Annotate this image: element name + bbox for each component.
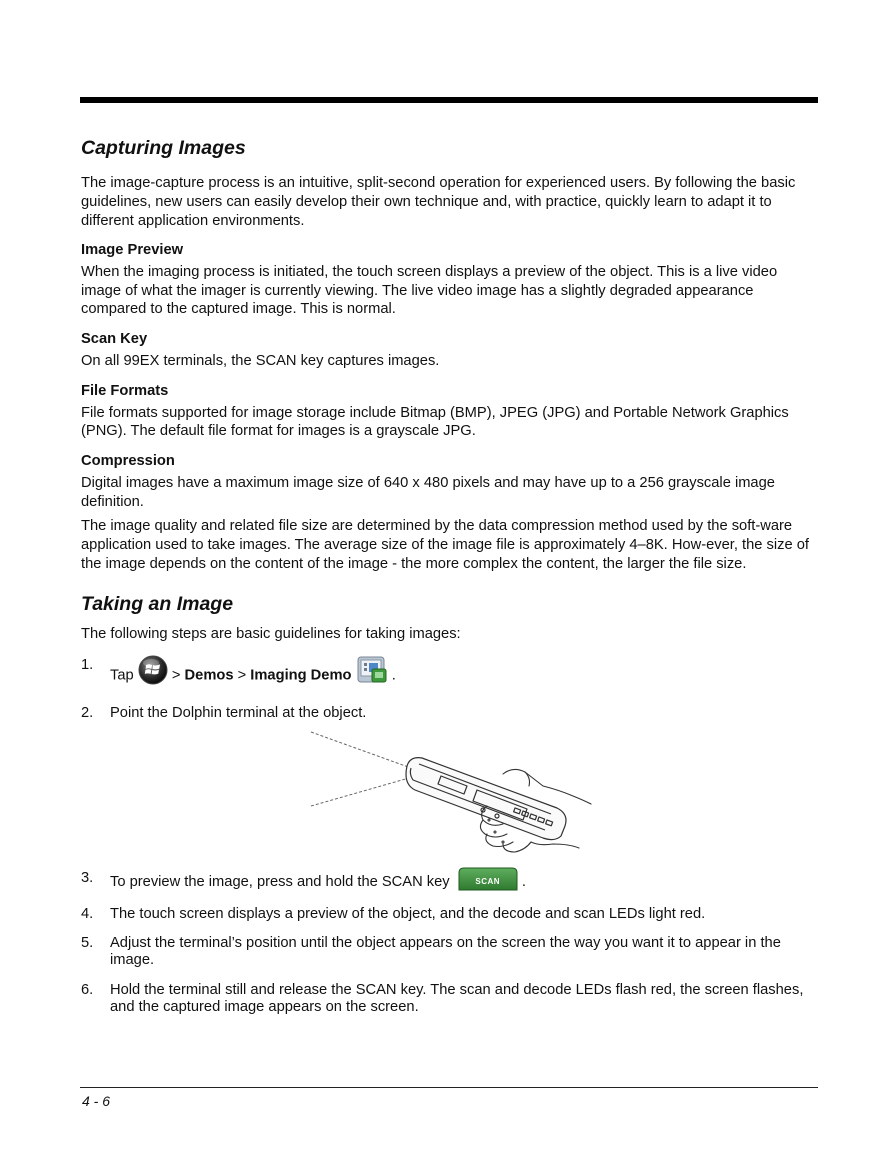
steps-list-continued bbox=[81, 870, 817, 1016]
page-content bbox=[81, 137, 817, 1016]
step-2 bbox=[81, 705, 817, 722]
step-1-separator-2: > bbox=[237, 667, 247, 684]
step-5-text: Adjust the terminal’s position until the object appears on the screen the way you want it to appear in the image. bbox=[110, 935, 781, 969]
step-number: 5. bbox=[81, 935, 94, 952]
scan-key-icon bbox=[458, 867, 518, 891]
heading-scan-key: Scan Key bbox=[81, 331, 148, 348]
step-1-demos: Demos bbox=[184, 667, 234, 684]
step-1 bbox=[81, 657, 817, 694]
compression-body-1: Digital images have a maximum image size of 640 x 480 pixels and may have up to a 256 grayscale image definition. bbox=[81, 475, 775, 510]
terminal-illustration bbox=[81, 728, 817, 856]
step-number: 6. bbox=[81, 982, 94, 999]
step-1-imaging-demo: Imaging Demo bbox=[250, 667, 352, 684]
section-title-capturing-images: Capturing Images bbox=[81, 137, 246, 159]
scan-key-body: On all 99EX terminals, the SCAN key captures images. bbox=[81, 353, 440, 370]
step-3-period: . bbox=[521, 874, 526, 891]
scan-key-label: SCAN bbox=[475, 877, 501, 887]
capturing-intro: The image-capture process is an intuitive, split-second operation for experienced users. By following the basic guidelines, new users can easily develop their own technique and, with practice, quickly learn to adapt it to different application environments. bbox=[81, 175, 796, 229]
step-6-text: Hold the terminal still and release the SCAN key. The scan and decode LEDs flash red, the screen flashes, and the captured image appears on the screen. bbox=[110, 982, 804, 1016]
heading-compression: Compression bbox=[81, 453, 175, 470]
step-1-separator-1: > bbox=[171, 667, 181, 684]
compression-body-2: The image quality and related file size are determined by the data compression method used by the soft-ware application used to take images. The average size of the image file is approximately 4–8K. How-ever, the size of the image depends on the content of the image - the more complex the content, the larger the file size. bbox=[81, 518, 809, 572]
section-title-taking-an-image: Taking an Image bbox=[81, 593, 234, 616]
step-1-period: . bbox=[391, 667, 396, 684]
taking-intro: The following steps are basic guidelines for taking images: bbox=[81, 625, 461, 642]
step-2-text: Point the Dolphin terminal at the object. bbox=[110, 705, 367, 722]
heading-file-formats: File Formats bbox=[81, 382, 169, 399]
imaging-demo-icon bbox=[356, 654, 388, 691]
step-4 bbox=[81, 906, 817, 923]
image-preview-body: When the imaging process is initiated, the touch screen displays a preview of the object. This is a live video image of what the imager is currently viewing. The live video image has a slightly degraded appearance compared to the captured image. This is normal. bbox=[81, 264, 778, 318]
heading-image-preview: Image Preview bbox=[81, 242, 184, 259]
step-1-tap: Tap bbox=[110, 667, 134, 684]
step-3 bbox=[81, 870, 817, 894]
page-number: 4 - 6 bbox=[82, 1093, 111, 1109]
step-6 bbox=[81, 982, 817, 1016]
footer-rule bbox=[80, 1087, 818, 1088]
step-3-text: To preview the image, press and hold the SCAN key bbox=[110, 874, 450, 891]
step-number: 2. bbox=[81, 705, 94, 722]
file-formats-body: File formats supported for image storage include Bitmap (BMP), JPEG (JPG) and Portable Network Graphics (PNG). The default file format for images is a grayscale JPG. bbox=[81, 404, 789, 440]
steps-list bbox=[81, 657, 817, 722]
step-number: 3. bbox=[81, 870, 94, 887]
top-rule bbox=[80, 97, 818, 103]
step-number: 4. bbox=[81, 906, 94, 923]
step-5 bbox=[81, 935, 817, 969]
windows-start-icon bbox=[138, 655, 168, 690]
step-number: 1. bbox=[81, 657, 94, 674]
step-4-text: The touch screen displays a preview of the object, and the decode and scan LEDs light red. bbox=[110, 906, 706, 923]
